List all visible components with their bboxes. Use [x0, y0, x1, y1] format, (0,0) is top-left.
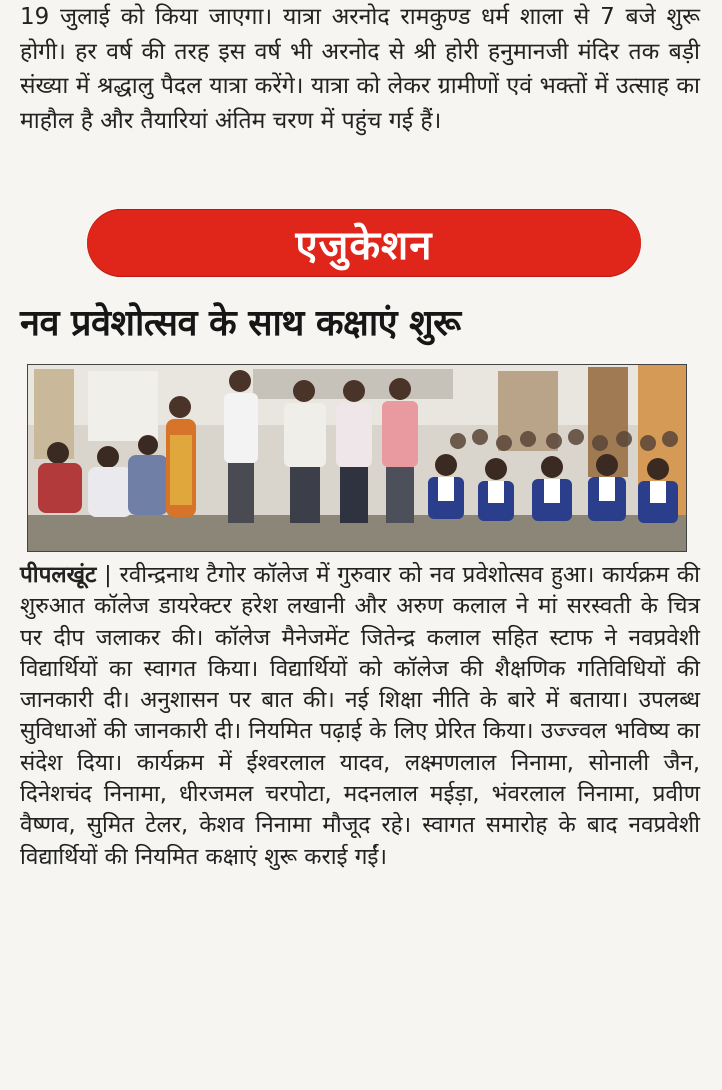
article-body-text: रवीन्द्रनाथ टैगोर कॉलेज में गुरुवार को नव प्रवेशोत्सव हुआ। कार्यक्रम की शुरुआत कॉलेज डायरेक्टर हरेश लखानी और अरुण कलाल ने मां सरस्वती के चित्र पर दीप जलाकर की। कॉलेज मैनेजमेंट जितेन्द्र कलाल सहित स्टाफ ने नवप्रवेशी विद्यार्थियों का स्वागत किया। विद्यार्थियों को कॉलेज की शैक्षणिक गतिविधियों की जानकारी दी। अनुशासन पर बात की। नई शिक्षा नीति के बारे में बताया। उपलब्ध सुविधाओं की जानकारी दी। नियमित पढ़ाई के लिए प्रेरित किया। उज्ज्वल भविष्य का संदेश दिया। कार्यक्रम में ईश्वरलाल यादव, लक्ष्मणलाल निनामा, सोनाली जैन, दिनेशचंद निनामा, धीरजमल चरपोटा, मदनलाल मईड़ा, भंवरलाल निनामा, प्रवीण वैष्णव, सुमित टेलर, केशव निनामा मौजूद रहे। स्वागत समारोह के बाद नवप्रवेशी विद्यार्थियों की नियमित कक्षाएं शुरू कराई गईं। [20, 562, 700, 870]
dateline: पीपलखूंट [20, 562, 97, 588]
article-headline: नव प्रवेशोत्सव के साथ कक्षाएं शुरू [20, 303, 461, 344]
article-intro-paragraph: 19 जुलाई को किया जाएगा। यात्रा अरनोद रामकुण्ड धर्म शाला से 7 बजे शुरू होगी। हर वर्ष की तरह इस वर्ष भी अरनोद से श्री होरी हनुमानजी मंदिर तक बड़ी संख्या में श्रद्धालु पैदल यात्रा करेंगे। यात्रा को लेकर ग्रामीणों एवं भक्तों में उत्साह का माहौल है और तैयारियां अंतिम चरण में पहुंच गई हैं। [20, 4, 700, 134]
news-photo [27, 364, 687, 552]
section-banner-label: एजुकेशन [295, 222, 433, 269]
article-body: पीपलखूंट | रवीन्द्रनाथ टैगोर कॉलेज में गुरुवार को नव प्रवेशोत्सव हुआ। कार्यक्रम की शुरुआत कॉलेज डायरेक्टर हरेश लखानी और अरुण कलाल ने मां सरस्वती के चित्र पर दीप जलाकर की। कॉलेज मैनेजमेंट जितेन्द्र कलाल सहित स्टाफ ने नवप्रवेशी विद्यार्थियों का स्वागत किया। विद्यार्थियों को कॉलेज की शैक्षणिक गतिविधियों की जानकारी दी। अनुशासन पर बात की। नई शिक्षा नीति के बारे में बताया। उपलब्ध सुविधाओं की जानकारी दी। नियमित पढ़ाई के लिए प्रेरित किया। उज्ज्वल भविष्य का संदेश दिया। कार्यक्रम में ईश्वरलाल यादव, लक्ष्मणलाल निनामा, सोनाली जैन, दिनेशचंद निनामा, धीरजमल चरपोटा, मदनलाल मईड़ा, भंवरलाल निनामा, प्रवीण वैष्णव, सुमित टेलर, केशव निनामा मौजूद रहे। स्वागत समारोह के बाद नवप्रवेशी विद्यार्थियों की नियमित कक्षाएं शुरू कराई गईं। [20, 562, 700, 870]
section-banner [87, 209, 641, 277]
news-photo-illustration [28, 365, 686, 551]
